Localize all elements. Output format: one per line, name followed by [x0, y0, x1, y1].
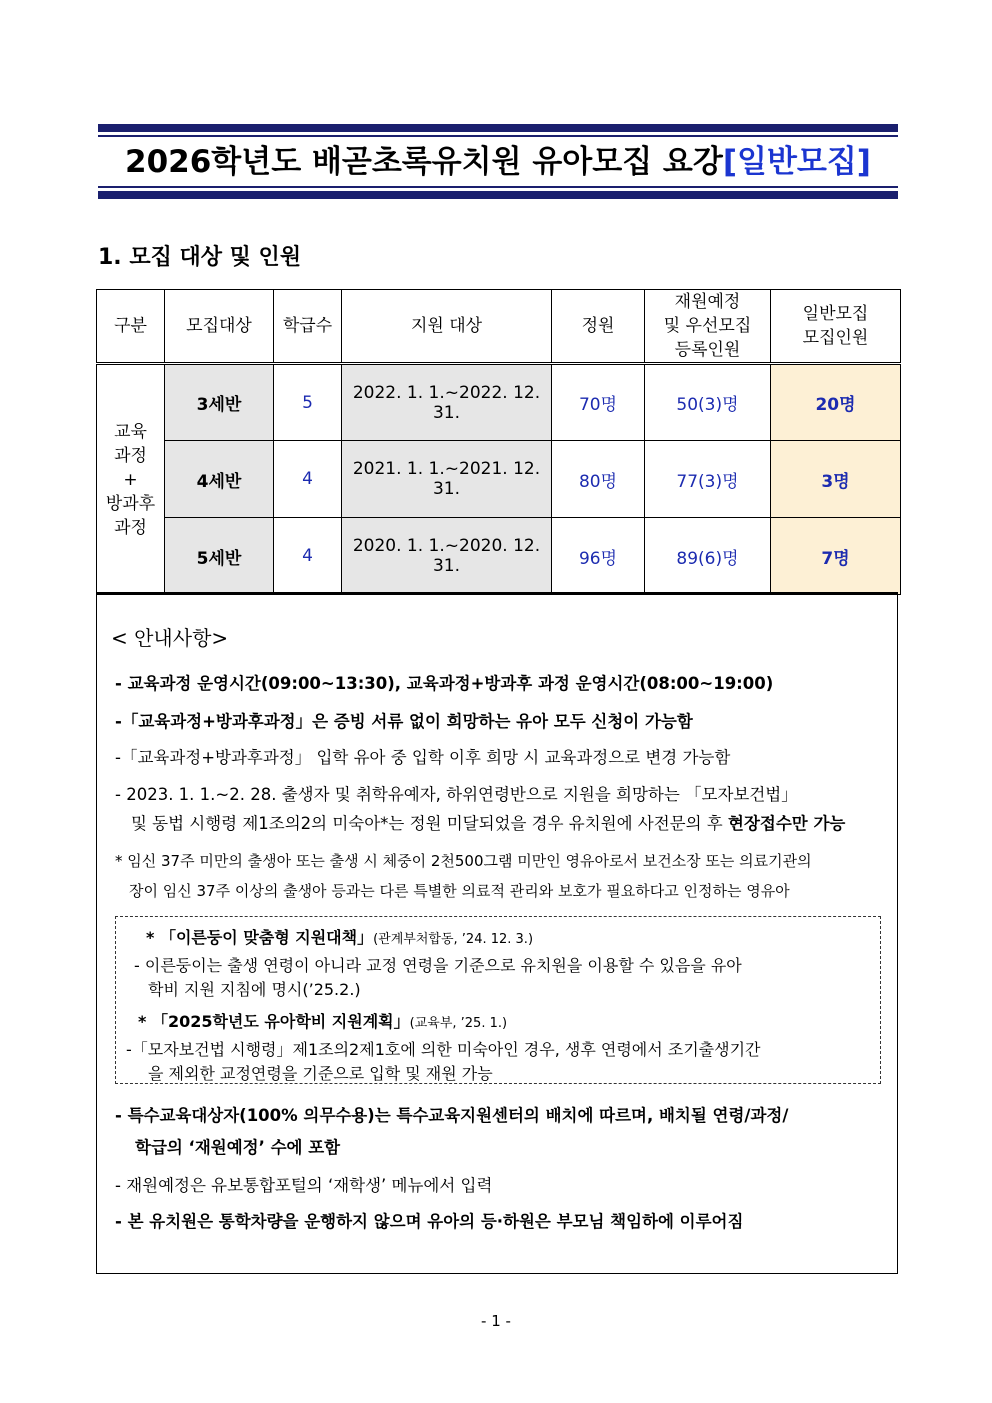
policy-heading-1 — [146, 925, 533, 948]
title-bar-bottom-thin — [98, 186, 898, 188]
policy-heading-2 — [138, 1009, 507, 1032]
policy-heading-2-main: * 「2025학년도 유아학비 지원계획」 — [138, 1012, 410, 1031]
notice-item-premature-2 — [131, 810, 845, 834]
notice-item-transport-text: - 본 유치원은 통학차량을 운행하지 않으며 유아의 등·하원은 부모님 책임하에 이루어짐 — [115, 1212, 744, 1231]
notice-footnote-1: * 임신 37주 미만의 출생아 또는 출생 시 체중이 2천500그램 미만인 영유아로서 보건소장 또는 의료기관의 — [115, 852, 812, 870]
group-label-line: 과정 — [114, 445, 147, 466]
title-bar-top-thin — [98, 135, 898, 137]
row-returning: 89(6)명 — [645, 518, 771, 595]
preterm-policy-box — [115, 916, 881, 1084]
row-returning: 77(3)명 — [645, 441, 771, 518]
row-returning: 50(3)명 — [645, 364, 771, 441]
row-classes: 4 — [274, 518, 342, 595]
section-heading: 1. 모집 대상 및 인원 — [98, 245, 302, 270]
notice-footnote-2: 장이 임신 37주 이상의 출생아 등과는 다른 특별한 의료적 관리와 보호가 필요하다고 인정하는 영유아 — [129, 882, 790, 900]
recruitment-table — [96, 289, 901, 595]
notice-item-hours-text: - 교육과정 운영시간(09:00~13:30), 교육과정+방과후 과정 운영시간(08:00~19:00) — [115, 674, 774, 693]
header-general — [771, 290, 901, 364]
row-general: 20명 — [771, 364, 901, 441]
policy-line-1a: - 이른둥이는 출생 연령이 아니라 교정 연령을 기준으로 유치원을 이용할 수 있음을 유아 — [134, 956, 742, 975]
notice-item-transport — [115, 1208, 743, 1232]
document-title — [98, 140, 898, 184]
notice-item-hours — [115, 670, 773, 694]
row-capacity: 70명 — [552, 364, 645, 441]
row-target: 5세반 — [165, 518, 274, 595]
header-returning-line1: 재원예정 — [674, 292, 741, 312]
row-target: 3세반 — [165, 364, 274, 441]
row-general: 3명 — [771, 441, 901, 518]
header-returning-line3: 등록인원 — [674, 340, 741, 360]
notice-item-afterschool-text: -「교육과정+방과후과정」은 증빙 서류 없이 희망하는 유아 모두 신청이 가능함 — [115, 712, 693, 731]
table-header-row — [97, 290, 901, 364]
header-classes: 학급수 — [274, 290, 342, 364]
document-title-main: 2026학년도 배곧초록유치원 유아모집 요강 — [125, 144, 723, 180]
notice-box — [96, 592, 898, 1274]
header-birth-range: 지원 대상 — [342, 290, 552, 364]
row-general: 7명 — [771, 518, 901, 595]
policy-line-2b: 을 제외한 교정연령을 기준으로 입학 및 재원 가능 — [148, 1064, 493, 1083]
row-classes: 5 — [274, 364, 342, 441]
notice-item-change: -「교육과정+방과후과정」 입학 유아 중 입학 이후 희망 시 교육과정으로 변경 가능함 — [115, 748, 731, 767]
header-general-line1: 일반모집 — [802, 304, 869, 324]
title-bar-bottom-thick — [98, 191, 898, 199]
notice-item-special-ed-1-text: - 특수교육대상자(100% 의무수용)는 특수교육지원센터의 배치에 따르며, 배치될 연령/과정/ — [115, 1106, 789, 1125]
notice-item-premature-1: - 2023. 1. 1.~2. 28. 출생자 및 취학유예자, 하위연령반으로 지원을 희망하는 「모자보건법」 — [115, 785, 798, 804]
notice-item-special-ed-2-text: 학급의 ‘재원예정’ 수에 포함 — [135, 1138, 341, 1157]
group-label-line: 교육 — [114, 421, 147, 442]
header-general-line2: 모집인원 — [802, 328, 869, 348]
row-birth-range: 2020. 1. 1.~2020. 12. 31. — [342, 518, 552, 595]
row-capacity: 80명 — [552, 441, 645, 518]
policy-heading-1-main: * 「이른둥이 맞춤형 지원대책」 — [146, 928, 374, 947]
notice-title: < 안내사항> — [111, 626, 229, 650]
table-row — [97, 518, 901, 595]
policy-line-2a: -「모자보건법 시행령」제1조의2제1호에 의한 미숙아인 경우, 생후 연령에서 조기출생기간 — [126, 1040, 761, 1059]
header-target: 모집대상 — [165, 290, 274, 364]
document-title-highlight: [일반모집] — [722, 144, 871, 180]
header-returning-line2: 및 우선모집 — [663, 316, 752, 336]
notice-item-premature-2-bold: 현장접수만 가능 — [728, 814, 846, 833]
row-birth-range: 2021. 1. 1.~2021. 12. 31. — [342, 441, 552, 518]
header-returning — [645, 290, 771, 364]
group-label-cell — [97, 364, 165, 595]
page-number: - 1 - — [481, 1312, 511, 1330]
notice-item-portal: - 재원예정은 유보통합포털의 ‘재학생’ 메뉴에서 입력 — [115, 1176, 493, 1195]
notice-item-afterschool — [115, 708, 693, 732]
group-label-line: + — [123, 469, 138, 490]
title-bar-top-thick — [98, 124, 898, 132]
group-label-line: 방과후 — [105, 493, 156, 514]
row-target: 4세반 — [165, 441, 274, 518]
notice-item-special-ed-1 — [115, 1102, 788, 1126]
row-classes: 4 — [274, 441, 342, 518]
policy-line-1b: 학비 지원 지침에 명시(’25.2.) — [148, 980, 361, 999]
table-row — [97, 364, 901, 441]
header-gubun: 구분 — [97, 290, 165, 364]
row-capacity: 96명 — [552, 518, 645, 595]
header-capacity: 정원 — [552, 290, 645, 364]
table-row — [97, 441, 901, 518]
policy-heading-1-source: (관계부처합동, ’24. 12. 3.) — [373, 932, 534, 947]
row-birth-range: 2022. 1. 1.~2022. 12. 31. — [342, 364, 552, 441]
group-label-line: 과정 — [114, 517, 147, 538]
policy-heading-2-source: (교육부, ’25. 1.) — [409, 1016, 508, 1031]
notice-item-premature-2-text: 및 동법 시행령 제1조의2의 미숙아*는 정원 미달되었을 경우 유치원에 사전문의 후 — [131, 814, 728, 833]
notice-item-special-ed-2 — [135, 1134, 340, 1158]
